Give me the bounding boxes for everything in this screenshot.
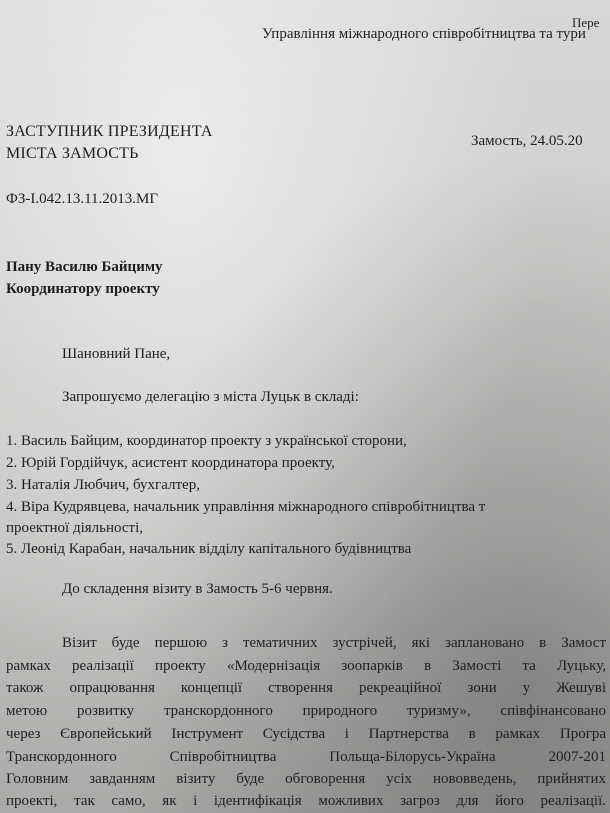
delegate-item: 2. Юрій Гордійчук, асистент координатора проекту, <box>6 455 335 471</box>
salutation: Шановний Пане, <box>62 346 171 362</box>
header-fragment: Пере <box>572 15 600 30</box>
department-line: Управління міжнародного співробітництва та тури <box>262 26 586 42</box>
sender-title-line1: ЗАСТУПНИК ПРЕЗИДЕНТА <box>6 123 213 140</box>
paragraph-line: Транскордонного Співробітництва Польща-Білорусь-Україна 2007-201 <box>6 749 606 765</box>
delegate-item: 4. Віра Кудрявцева, начальник управління міжнародного співробітництва т <box>6 499 486 515</box>
recipient-role: Координатору проекту <box>6 281 160 297</box>
place-date: Замость, 24.05.20 <box>471 133 583 149</box>
paragraph-line: Головним завданням візиту буде обговорення усіх нововведень, прийнятих <box>6 771 606 787</box>
delegate-item-continuation: проектної діяльності, <box>6 520 144 536</box>
recipient-name: Пану Василю Байциму <box>6 259 163 275</box>
delegate-item: 1. Василь Байцим, координатор проекту з української сторони, <box>6 433 407 449</box>
paragraph-line: рамках реалізації проекту «Модернізація зоопарків в Замості та Луцьку, <box>6 658 606 674</box>
reference-number: ФЗ-І.042.13.11.2013.МГ <box>6 191 159 207</box>
visit-dates: До складення візиту в Замость 5-6 червня. <box>62 581 333 597</box>
sender-title-line2: МІСТА ЗАМОСТЬ <box>6 145 139 162</box>
invitation-line: Запрошуємо делегацію з міста Луцьк в складі: <box>62 389 359 405</box>
paragraph-line: проекті, так само, як і ідентифікація можливих загроз для його реалізації. <box>6 793 606 809</box>
delegate-item: 3. Наталія Любчич, бухгалтер, <box>6 477 200 493</box>
delegate-item: 5. Леонід Карабан, начальник відділу капітального будівництва <box>6 541 412 557</box>
paragraph-line: Візит буде першою з тематичних зустрічей, які заплановано в Замост <box>62 635 606 651</box>
paragraph-line: також опрацювання концепції створення рекреаційної зони у Жешуві <box>6 680 606 696</box>
paragraph-line: метою розвитку транскордонного природного туризму», співфінансовано <box>6 703 606 719</box>
paragraph-line: через Європейський Інструмент Сусідства і Партнерства в рамках Програ <box>6 726 606 742</box>
